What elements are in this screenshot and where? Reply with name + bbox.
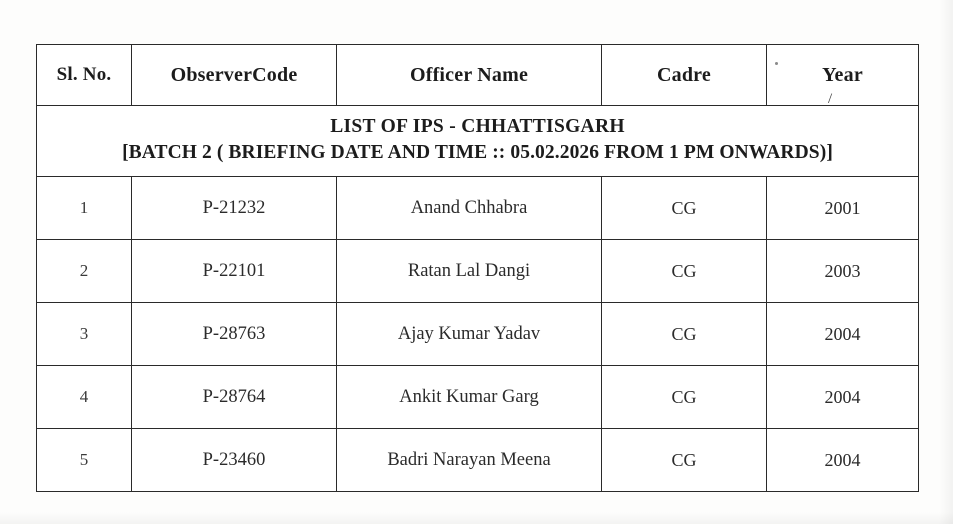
cell-officer-name: Ratan Lal Dangi <box>337 240 602 303</box>
column-header-sl-no: Sl. No. <box>37 45 132 106</box>
cell-observer-code: P-28763 <box>132 303 337 366</box>
cell-year: 2004 <box>767 366 919 429</box>
cell-observer-code: P-21232 <box>132 177 337 240</box>
cell-observer-code: P-23460 <box>132 429 337 492</box>
cell-officer-name: Ajay Kumar Yadav <box>337 303 602 366</box>
table-row <box>37 240 919 303</box>
table-title-line-1: LIST OF IPS - CHHATTISGARH <box>330 115 625 137</box>
table-title-row <box>37 106 919 177</box>
table-title-body <box>37 106 919 177</box>
table-header-row <box>37 45 919 106</box>
column-header-observer-code: ObserverCode <box>132 45 337 106</box>
cell-year: 2004 <box>767 429 919 492</box>
page-edge-shadow-right <box>939 0 953 524</box>
cell-cadre: CG <box>602 177 767 240</box>
table-row <box>37 303 919 366</box>
ips-list-document <box>36 44 918 492</box>
cell-sl-no: 2 <box>37 240 132 303</box>
ink-stroke-mark: / <box>828 91 833 107</box>
cell-officer-name: Anand Chhabra <box>337 177 602 240</box>
table-header <box>37 45 919 106</box>
table-title-cell <box>37 106 919 177</box>
ips-officer-table <box>36 44 919 492</box>
table-body <box>37 177 919 492</box>
scan-speck-mark <box>775 62 778 65</box>
table-row <box>37 177 919 240</box>
cell-sl-no: 4 <box>37 366 132 429</box>
cell-observer-code: P-28764 <box>132 366 337 429</box>
cell-sl-no: 1 <box>37 177 132 240</box>
cell-cadre: CG <box>602 240 767 303</box>
cell-officer-name: Ankit Kumar Garg <box>337 366 602 429</box>
cell-officer-name: Badri Narayan Meena <box>337 429 602 492</box>
cell-cadre: CG <box>602 303 767 366</box>
page-edge-shadow-bottom <box>0 512 953 524</box>
cell-year: 2004 <box>767 303 919 366</box>
cell-cadre: CG <box>602 429 767 492</box>
cell-year: 2001 <box>767 177 919 240</box>
column-header-year: Year <box>767 45 919 106</box>
table-row <box>37 366 919 429</box>
cell-cadre: CG <box>602 366 767 429</box>
cell-observer-code: P-22101 <box>132 240 337 303</box>
cell-year: 2003 <box>767 240 919 303</box>
column-header-officer-name: Officer Name <box>337 45 602 106</box>
table-title-line-2: [BATCH 2 ( BRIEFING DATE AND TIME :: 05.02.2026 FROM 1 PM ONWARDS)] <box>122 142 833 163</box>
table-row <box>37 429 919 492</box>
column-header-cadre: Cadre <box>602 45 767 106</box>
cell-sl-no: 5 <box>37 429 132 492</box>
cell-sl-no: 3 <box>37 303 132 366</box>
